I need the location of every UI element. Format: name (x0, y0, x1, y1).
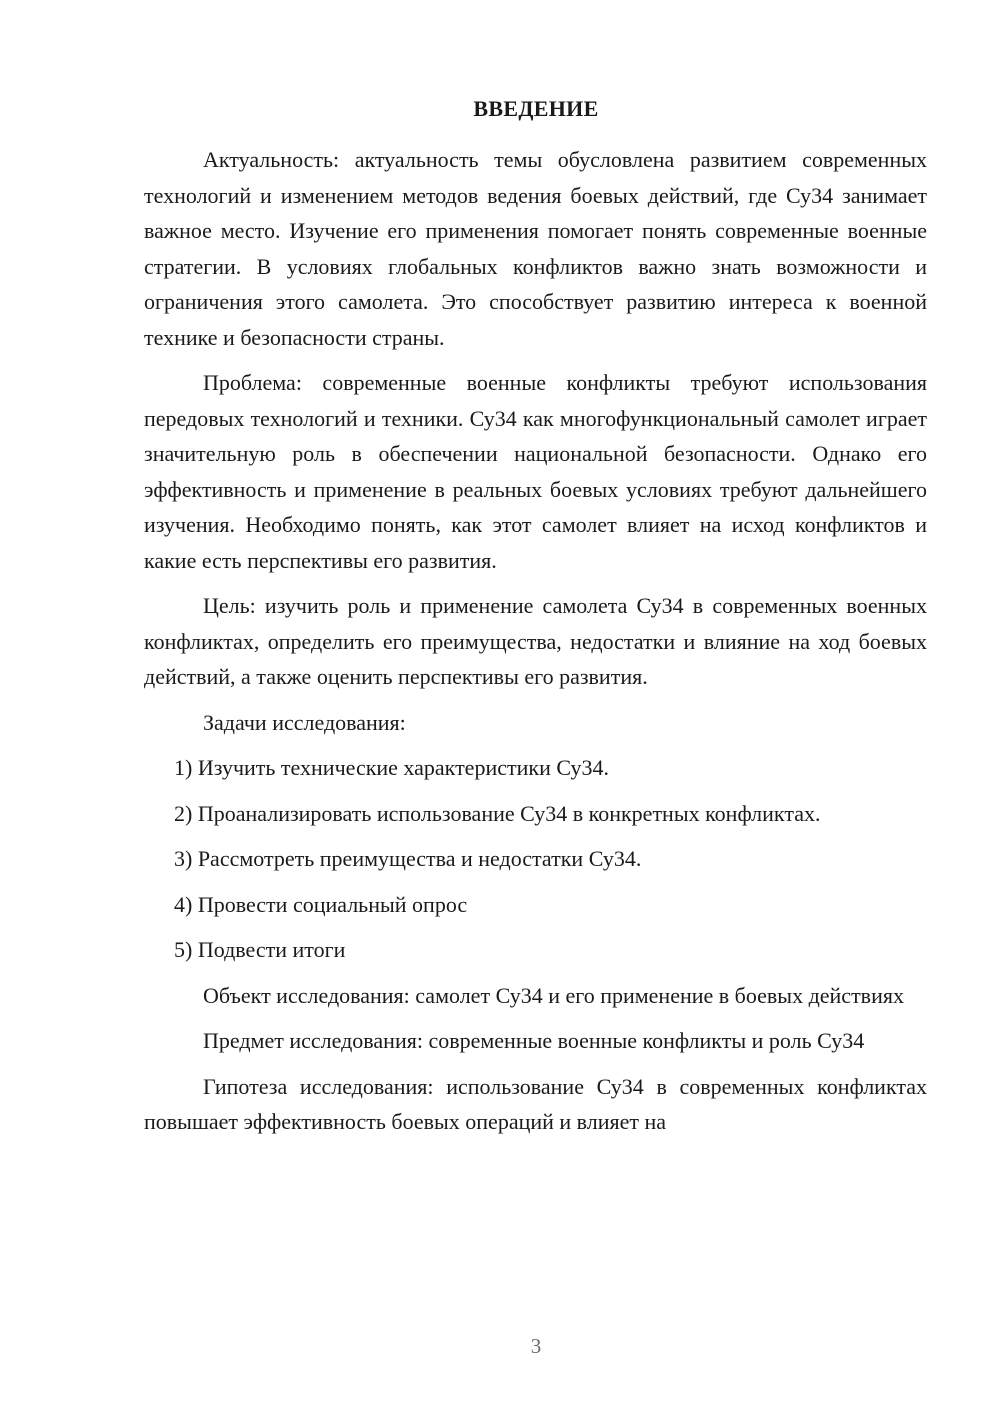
list-item: 2) Проанализировать использование Су34 в конкретных конфликтах. (174, 800, 821, 826)
page-title: ВВЕДЕНИЕ (473, 96, 599, 121)
paragraph-tasks-heading: Задачи исследования: (203, 709, 406, 735)
list-item: 4) Провести социальный опрос (174, 891, 468, 917)
paragraph-relevance: Актуальность: актуальность темы обусловлена развитием современных технологий и изменением методов ведения боевых действий, где Су34 занимает важное место. Изучение его применения помогает понять современные военные стратегии. В условиях глобальных конфликтов важно знать возможности и ограничения этого самолета. Это способствует развитию интереса к военной технике и безопасности страны. (144, 147, 927, 350)
list-item: 1) Изучить технические характеристики Су34. (174, 755, 609, 780)
paragraph-problem: Проблема: современные военные конфликты требуют использования передовых технологий и техники. Су34 как многофункциональный самолет играет значительную роль в обеспечении национальной безопасности. Однако его эффективность и применение в реальных боевых условиях требуют дальнейшего изучения. Необходимо понять, как этот самолет влияет на исход конфликтов и какие есть перспективы его развития. (144, 370, 927, 573)
paragraph-goal: Цель: изучить роль и применение самолета Су34 в современных военных конфликтах, определить его преимущества, недостатки и влияние на ход боевых действий, а также оценить перспективы его развития. (144, 593, 927, 689)
list-item: 5) Подвести итоги (174, 937, 346, 962)
paragraph-hypothesis: Гипотеза исследования: использование Су34 в современных конфликтах повышает эффективность боевых операций и влияет на (144, 1073, 927, 1134)
task-list (144, 750, 927, 968)
page-number: 3 (530, 1334, 542, 1358)
list-item: 3) Рассмотреть преимущества и недостатки Су34. (174, 846, 642, 871)
paragraph-subject: Предмет исследования: современные военные конфликты и роль Су34 (203, 1028, 865, 1053)
paragraph-object: Объект исследования: самолет Су34 и его применение в боевых действиях (203, 982, 904, 1008)
document-body (144, 142, 927, 1150)
